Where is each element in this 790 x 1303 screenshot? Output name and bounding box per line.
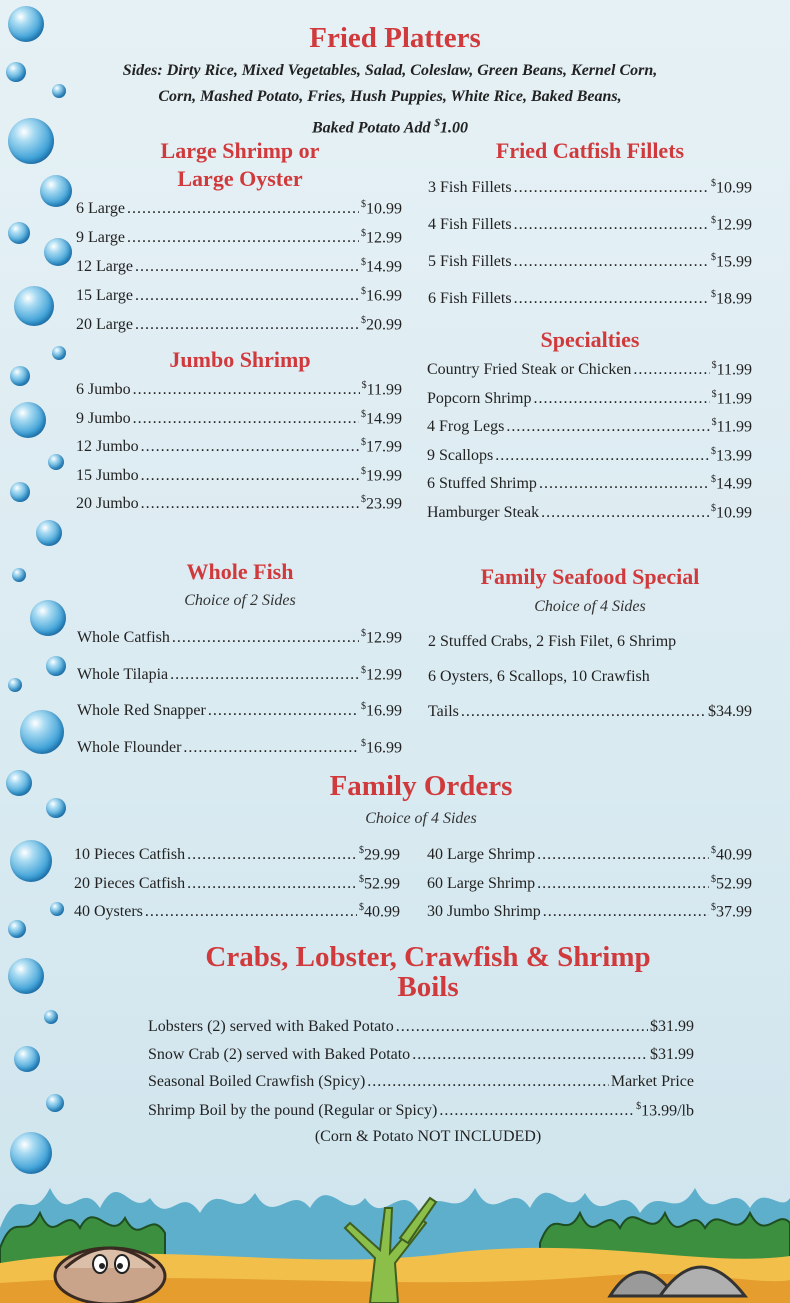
item-name: 4 Frog Legs xyxy=(427,418,505,436)
menu-item-row xyxy=(427,503,752,522)
bubble-icon xyxy=(50,902,64,916)
item-price xyxy=(361,315,402,334)
item-name: 20 Pieces Catfish xyxy=(74,874,186,892)
bubble-icon xyxy=(52,346,66,360)
item-name: 9 Large xyxy=(76,229,126,247)
item-price xyxy=(711,178,752,197)
dollar-sign: $ xyxy=(711,178,716,189)
sides-line: Corn, Mashed Potato, Fries, Hush Puppies, White Rice, Baked Beans, xyxy=(158,88,622,105)
item-price xyxy=(361,628,402,647)
item-price xyxy=(711,503,752,522)
bubble-icon xyxy=(46,1094,64,1112)
dollar-sign: $ xyxy=(361,380,367,391)
dollar-sign: $ xyxy=(361,315,366,326)
item-price xyxy=(359,902,400,921)
bubble-icon xyxy=(10,482,30,502)
price-value: 37.99 xyxy=(716,903,752,921)
item-price xyxy=(711,215,752,234)
bubble-icon xyxy=(30,600,66,636)
item-name: 9 Jumbo xyxy=(76,409,131,427)
item-price xyxy=(712,417,752,436)
price-value: 14.99 xyxy=(366,409,402,427)
dollar-sign: $ xyxy=(711,388,717,400)
item-name: 4 Fish Fillets xyxy=(428,216,512,234)
menu-item-row xyxy=(428,178,752,197)
sides-addon-price: 1.00 xyxy=(440,119,468,137)
family-orders-title: Family Orders xyxy=(329,770,513,802)
leader-dots xyxy=(135,258,359,276)
item-name: Hamburger Steak xyxy=(427,503,540,521)
item-price xyxy=(711,252,752,271)
menu-item-row xyxy=(76,228,402,247)
item-price xyxy=(361,466,402,485)
item-price xyxy=(361,409,402,428)
menu-item-row xyxy=(427,389,752,408)
price-value: 23.99 xyxy=(366,495,402,513)
item-price xyxy=(711,845,752,864)
item-price xyxy=(711,446,752,465)
item-name: Whole Catfish xyxy=(77,629,170,647)
item-name: Lobsters (2) served with Baked Potato xyxy=(148,1018,394,1035)
item-name: Whole Tilapia xyxy=(77,665,169,683)
item-price: Market Price xyxy=(610,1073,694,1090)
bubble-icon xyxy=(8,118,54,164)
boils-title xyxy=(0,942,790,1002)
item-name: 20 Jumbo xyxy=(76,495,139,513)
leader-dots xyxy=(183,739,359,757)
large-shrimp-title-line: Large Shrimp or xyxy=(160,138,320,163)
leader-dots xyxy=(141,438,359,456)
fried-platters-title: Fried Platters xyxy=(309,22,481,54)
item-name: Tails xyxy=(428,703,459,720)
item-name: Snow Crab (2) served with Baked Potato xyxy=(148,1045,411,1063)
leader-dots xyxy=(514,253,709,271)
dollar-sign: $ xyxy=(711,360,717,371)
item-price xyxy=(361,257,402,276)
leader-dots xyxy=(633,361,709,379)
leader-dots xyxy=(170,666,359,684)
leader-dots xyxy=(439,1102,634,1120)
dollar-sign: $ xyxy=(359,845,364,856)
menu-item-row xyxy=(76,437,402,456)
item-name: 40 Oysters xyxy=(74,903,143,921)
dollar-sign: $ xyxy=(361,664,366,676)
leader-dots xyxy=(133,410,359,428)
price-value: 14.99 xyxy=(366,258,402,276)
leader-dots xyxy=(461,703,706,721)
dollar-sign: $ xyxy=(361,494,366,505)
item-name: 30 Jumbo Shrimp xyxy=(427,903,541,921)
dollar-sign: $ xyxy=(361,437,366,448)
price-value: 10.99 xyxy=(366,200,402,218)
seabed-illustration xyxy=(0,1168,790,1303)
dollar-sign: $ xyxy=(711,902,716,913)
dollar-sign: $ xyxy=(361,257,366,268)
menu-item-row xyxy=(77,628,402,647)
menu-item-row xyxy=(76,286,402,305)
item-name: 5 Fish Fillets xyxy=(428,253,512,271)
price-value: 11.99 xyxy=(716,418,752,436)
price-value: 10.99 xyxy=(716,503,752,521)
leader-dots xyxy=(367,1073,609,1091)
family-orders-subtitle: Choice of 4 Sides xyxy=(365,810,477,827)
item-name: Seasonal Boiled Crawfish (Spicy) xyxy=(148,1073,366,1090)
item-price xyxy=(361,199,402,218)
menu-item-row xyxy=(76,380,402,399)
price-value: 10.99 xyxy=(716,179,752,197)
bubble-icon xyxy=(12,568,26,582)
item-price xyxy=(711,474,752,493)
dollar-sign: $ xyxy=(361,286,366,297)
leader-dots xyxy=(541,504,709,522)
item-name: 9 Scallops xyxy=(427,446,494,464)
item-price xyxy=(361,228,402,247)
item-name: 15 Large xyxy=(76,287,134,305)
menu-item-row xyxy=(77,665,402,684)
bubble-icon xyxy=(14,1046,40,1072)
menu-item-row xyxy=(76,257,402,276)
menu-item-row xyxy=(76,494,402,513)
large-shrimp-title-line: Large Oyster xyxy=(177,166,303,191)
leader-dots xyxy=(539,475,709,493)
item-name: Whole Red Snapper xyxy=(77,702,206,720)
price-value: 16.99 xyxy=(366,287,402,305)
leader-dots xyxy=(396,1018,648,1036)
dollar-sign: $ xyxy=(711,873,716,885)
bubble-icon xyxy=(10,402,46,438)
item-name: 6 Large xyxy=(76,200,126,218)
menu-item-row xyxy=(427,902,752,921)
leader-dots xyxy=(187,875,357,893)
bubble-icon xyxy=(48,454,64,470)
price-value: 52.99 xyxy=(716,874,752,892)
large-shrimp-title xyxy=(130,137,350,193)
price-value: 18.99 xyxy=(716,290,752,308)
dollar-sign: $ xyxy=(711,445,716,457)
leader-dots xyxy=(127,200,359,218)
leader-dots xyxy=(127,229,359,247)
jumbo-shrimp-title: Jumbo Shrimp xyxy=(169,347,311,372)
menu-item-row xyxy=(76,409,402,428)
item-name: 3 Fish Fillets xyxy=(428,179,512,197)
item-name: 20 Large xyxy=(76,316,134,334)
price-value: 12.99 xyxy=(366,229,402,247)
leader-dots xyxy=(514,290,709,308)
menu-item-row xyxy=(427,474,752,493)
specialties-title: Specialties xyxy=(540,327,640,352)
dollar-sign: $ xyxy=(711,215,716,226)
price-value: 16.99 xyxy=(366,738,402,756)
bubble-icon xyxy=(40,175,72,207)
bubble-icon xyxy=(14,286,54,326)
dollar-sign: $ xyxy=(711,289,716,300)
price-value: 40.99 xyxy=(716,846,752,864)
item-price xyxy=(711,874,752,893)
dollar-sign: $ xyxy=(361,628,366,639)
price-value: 13.99/lb xyxy=(641,1101,694,1119)
whole-fish-title: Whole Fish xyxy=(186,559,294,584)
item-price xyxy=(359,874,400,893)
item-price xyxy=(359,845,400,864)
bubble-icon xyxy=(44,238,72,266)
boil-item-row xyxy=(148,1018,694,1036)
menu-item-row xyxy=(428,215,752,234)
price-value: 19.99 xyxy=(366,466,402,484)
bubble-icon xyxy=(6,62,26,82)
item-price xyxy=(712,389,752,408)
item-name: Popcorn Shrimp xyxy=(427,389,532,407)
price-value: 52.99 xyxy=(364,874,400,892)
dollar-sign: $ xyxy=(359,873,364,885)
menu-item-row xyxy=(76,466,402,485)
catfish-fillets-title: Fried Catfish Fillets xyxy=(495,138,685,163)
dollar-sign: $ xyxy=(711,252,716,263)
price-value: 12.99 xyxy=(366,629,402,647)
item-name: 6 Jumbo xyxy=(76,381,131,399)
item-price: $31.99 xyxy=(650,1045,694,1063)
leader-dots xyxy=(141,495,359,513)
item-price xyxy=(636,1101,694,1120)
item-price xyxy=(711,289,752,308)
family-seafood-line: 6 Oysters, 6 Scallops, 10 Crawfish xyxy=(428,668,650,685)
dollar-sign: $ xyxy=(361,737,366,749)
bubble-icon xyxy=(10,366,30,386)
menu-item-row xyxy=(427,446,752,465)
dollar-sign: $ xyxy=(434,117,440,129)
price-value: 13.99 xyxy=(716,446,752,464)
menu-item-row xyxy=(427,360,752,379)
leader-dots xyxy=(145,903,357,921)
menu-item-row xyxy=(427,845,752,864)
dollar-sign: $ xyxy=(361,199,366,210)
menu-item-row xyxy=(74,874,400,893)
item-price xyxy=(361,738,402,757)
item-name: 12 Jumbo xyxy=(76,438,139,456)
item-name: 12 Large xyxy=(76,258,134,276)
leader-dots xyxy=(495,447,709,465)
family-seafood-title: Family Seafood Special xyxy=(480,564,700,589)
menu-item-row xyxy=(428,289,752,308)
leader-dots xyxy=(533,390,709,408)
item-name: 10 Pieces Catfish xyxy=(74,846,186,864)
dollar-sign: $ xyxy=(711,502,716,514)
dollar-sign: $ xyxy=(636,1100,642,1112)
leader-dots xyxy=(187,846,357,864)
item-name: Country Fried Steak or Chicken xyxy=(427,361,632,379)
boil-item-row xyxy=(148,1046,694,1064)
leader-dots xyxy=(141,467,359,485)
leader-dots xyxy=(537,875,709,893)
price-value: 14.99 xyxy=(716,475,752,493)
price-value: 11.99 xyxy=(716,361,752,379)
boils-note: (Corn & Potato NOT INCLUDED) xyxy=(314,1128,542,1145)
price-value: 29.99 xyxy=(364,846,400,864)
item-price xyxy=(361,494,402,513)
boils-title-line: Boils xyxy=(397,971,459,1003)
bubble-icon xyxy=(8,920,26,938)
leader-dots xyxy=(135,287,359,305)
item-price xyxy=(361,665,402,684)
dollar-sign: $ xyxy=(711,845,716,856)
leader-dots xyxy=(543,903,709,921)
price-value: 17.99 xyxy=(366,438,402,456)
price-value: 20.99 xyxy=(366,316,402,334)
boil-item-row xyxy=(148,1101,694,1120)
leader-dots xyxy=(514,179,709,197)
bubble-icon xyxy=(36,520,62,546)
leader-dots xyxy=(135,316,359,334)
item-price xyxy=(361,437,402,456)
bubble-icon xyxy=(8,678,22,692)
whole-fish-subtitle: Choice of 2 Sides xyxy=(184,592,296,609)
family-seafood-subtitle: Choice of 4 Sides xyxy=(534,598,646,615)
sides-addon-label: Baked Potato Add xyxy=(311,119,435,137)
item-price xyxy=(362,380,402,399)
clam-cartoon-icon xyxy=(55,1248,165,1303)
price-value: 11.99 xyxy=(366,381,402,399)
item-name: 15 Jumbo xyxy=(76,466,139,484)
dollar-sign: $ xyxy=(361,408,366,420)
menu-item-row xyxy=(427,874,752,893)
dollar-sign: $ xyxy=(361,701,366,712)
item-name: Shrimp Boil by the pound (Regular or Spicy) xyxy=(148,1101,438,1119)
leader-dots xyxy=(514,216,709,234)
price-value: 11.99 xyxy=(716,389,752,407)
bubble-icon xyxy=(20,710,64,754)
dollar-sign: $ xyxy=(361,228,366,239)
item-name: 6 Stuffed Shrimp xyxy=(427,475,537,493)
price-value: 12.99 xyxy=(716,216,752,234)
menu-item-row xyxy=(76,315,402,334)
menu-item-row xyxy=(76,199,402,218)
item-name: 60 Large Shrimp xyxy=(427,874,536,892)
leader-dots xyxy=(133,381,360,399)
item-price: $34.99 xyxy=(708,703,752,720)
dollar-sign: $ xyxy=(711,417,717,428)
menu-item-row xyxy=(77,701,402,720)
boil-item-row xyxy=(148,1073,694,1091)
item-price xyxy=(361,286,402,305)
leader-dots xyxy=(537,846,709,864)
item-price xyxy=(712,360,752,379)
menu-item-row xyxy=(74,845,400,864)
bubble-icon xyxy=(46,656,66,676)
bubble-icon xyxy=(10,840,52,882)
price-value: 16.99 xyxy=(366,702,402,720)
bubble-icon xyxy=(44,1010,58,1024)
boils-title-line: Crabs, Lobster, Crawfish & Shrimp xyxy=(205,941,651,973)
menu-item-row xyxy=(77,738,402,757)
leader-dots xyxy=(172,629,359,647)
price-value: 40.99 xyxy=(364,903,400,921)
dollar-sign: $ xyxy=(711,474,716,485)
item-name: Whole Flounder xyxy=(77,738,182,756)
price-value: 15.99 xyxy=(716,253,752,271)
leader-dots xyxy=(506,418,709,436)
item-name: 40 Large Shrimp xyxy=(427,846,536,864)
item-price: $31.99 xyxy=(650,1018,694,1035)
dollar-sign: $ xyxy=(361,465,366,477)
leader-dots xyxy=(208,702,359,720)
sides-line: Sides: Dirty Rice, Mixed Vegetables, Salad, Coleslaw, Green Beans, Kernel Corn, xyxy=(122,62,658,79)
item-price xyxy=(711,902,752,921)
item-name: 6 Fish Fillets xyxy=(428,290,512,308)
menu-item-row xyxy=(428,252,752,271)
leader-dots xyxy=(412,1046,648,1064)
menu-item-row xyxy=(74,902,400,921)
dollar-sign: $ xyxy=(359,902,364,913)
bubble-icon xyxy=(8,222,30,244)
family-seafood-line: 2 Stuffed Crabs, 2 Fish Filet, 6 Shrimp xyxy=(428,633,677,650)
item-price xyxy=(361,701,402,720)
price-value: 12.99 xyxy=(366,665,402,683)
menu-item-row xyxy=(427,417,752,436)
sides-list xyxy=(60,58,720,141)
family-seafood-price-row xyxy=(428,703,752,721)
